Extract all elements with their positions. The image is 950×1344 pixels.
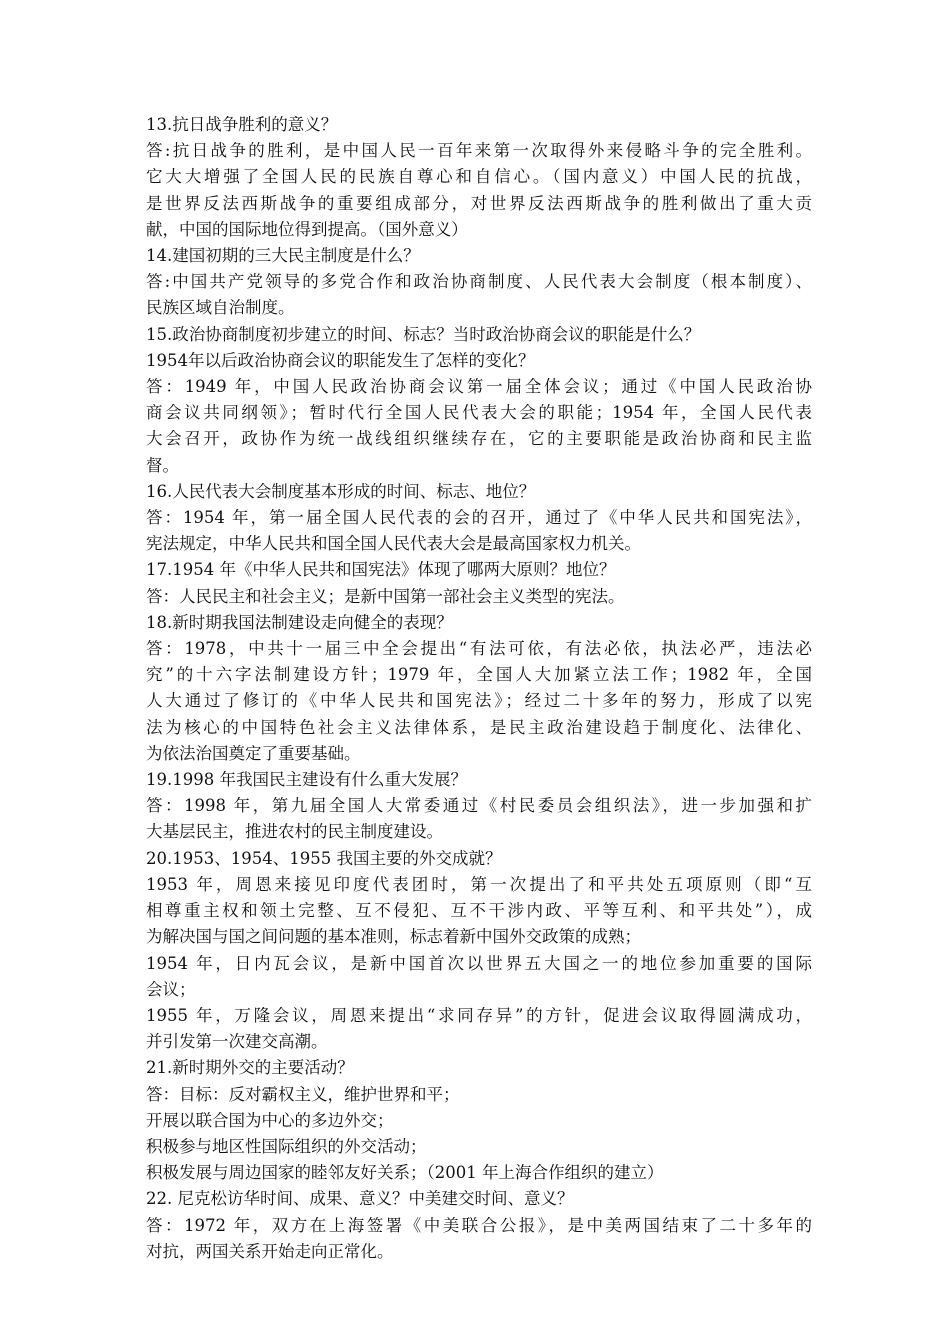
question-line: 18.新时期我国法制建设走向健全的表现？ — [146, 612, 453, 632]
answer-line: 相尊重主权和领土完整、互不侵犯、互不干涉内政、平等互利、和平共处”），成 — [146, 901, 812, 921]
answer-line: 1954 年，日内瓦会议，是新中国首次以世界五大国之一的地位参加重要的国际 — [146, 953, 812, 973]
question-line: 21.新时期外交的主要活动？ — [146, 1058, 354, 1078]
answer-line: 它大大增强了全国人民的民族自尊心和自信心。（国内意义）中国人民的抗战， — [146, 167, 812, 187]
answer-line: 答：1998 年，第九届全国人大常委通过《村民委员会组织法》，进一步加强和扩 — [146, 796, 812, 816]
answer-line: 督。 — [146, 455, 179, 475]
answer-line: 答:中国共产党领导的多党合作和政治协商制度、人民代表大会制度（根本制度）、 — [146, 272, 812, 292]
document-page — [146, 112, 812, 1265]
answer-line: 答：人民民主和社会主义；是新中国第一部社会主义类型的宪法。 — [146, 586, 625, 606]
question-line: 16.人民代表大会制度基本形成的时间、标志、地位？ — [146, 481, 536, 501]
answer-line: 法为核心的中国特色社会主义法律体系，是民主政治建设趋于制度化、法律化、 — [146, 717, 812, 737]
answer-line: 1955 年，万隆会议，周恩来提出“求同存异”的方针，促进会议取得圆满成功， — [146, 1005, 812, 1025]
answer-line: 献，中国的国际地位得到提高。（国外意义） — [146, 219, 468, 239]
answer-line: 大基层民主，推进农村的民主制度建设。 — [146, 822, 443, 842]
question-line: 17.1954 年《中华人民共和国宪法》体现了哪两大原则？地位？ — [146, 560, 616, 580]
answer-line: 会议； — [146, 979, 196, 999]
answer-line: 1953 年，周恩来接见印度代表团时，第一次提出了和平共处五项原则（即“互 — [146, 874, 812, 894]
answer-line: 开展以联合国为中心的多边外交； — [146, 1110, 394, 1130]
question-line: 14.建国初期的三大民主制度是什么？ — [146, 246, 420, 266]
question-line: 20.1953、1954、1955 我国主要的外交成就？ — [146, 848, 502, 868]
answer-line: 民族区域自治制度。 — [146, 298, 295, 318]
answer-line: 为依法治国奠定了重要基础。 — [146, 743, 361, 763]
question-line: 13.抗日战争胜利的意义？ — [146, 115, 338, 134]
answer-line: 对抗，两国关系开始走向正常化。 — [146, 1241, 394, 1261]
answer-line: 答：目标：反对霸权主义，维护世界和平； — [146, 1084, 460, 1104]
question-line: 15.政治协商制度初步建立的时间、标志？当时政治协商会议的职能是什么？ — [146, 324, 701, 344]
answer-line: 答：1978，中共十一届三中全会提出“有法可依，有法必依，执法必严，违法必 — [146, 639, 812, 659]
answer-line: 积极发展与周边国家的睦邻友好关系；（2001 年上海合作组织的建立） — [146, 1163, 664, 1183]
answer-line: 大会召开，政协作为统一战线组织继续存在，它的主要职能是政治协商和民主监 — [146, 429, 812, 449]
answer-line: 为解决国与国之间问题的基本准则，标志着新中国外交政策的成熟； — [146, 927, 641, 947]
answer-line: 答：1972 年，双方在上海签署《中美联合公报》，是中美两国结束了二十多年的 — [146, 1215, 812, 1235]
question-line: 22. 尼克松访华时间、成果、意义？中美建交时间、意义？ — [146, 1189, 574, 1209]
question-line: 1954年以后政治协商会议的职能发生了怎样的变化？ — [146, 350, 535, 370]
answer-line: 人大通过了修订的《中华人民共和国宪法》；经过二十多年的努力，形成了以宪 — [146, 691, 812, 711]
question-line: 19.1998 年我国民主建设有什么重大发展？ — [146, 770, 467, 790]
answer-line: 是世界反法西斯战争的重要组成部分，对世界反法西斯战争的胜利做出了重大贡 — [146, 193, 812, 213]
answer-line: 并引发第一次建交高潮。 — [146, 1032, 328, 1052]
answer-line: 宪法规定，中华人民共和国全国人民代表大会是最高国家权力机关。 — [146, 534, 641, 554]
answer-line: 答:抗日战争的胜利，是中国人民一百年来第一次取得外来侵略斗争的完全胜利。 — [146, 141, 812, 161]
answer-line: 究”的十六字法制建设方针；1979 年，全国人大加紧立法工作；1982 年，全国 — [146, 665, 812, 685]
answer-line: 积极参与地区性国际组织的外交活动； — [146, 1136, 427, 1156]
answer-line: 答：1949 年，中国人民政治协商会议第一届全体会议；通过《中国人民政治协 — [146, 377, 812, 397]
answer-line: 答：1954 年，第一届全国人民代表的会的召开，通过了《中华人民共和国宪法》， — [146, 508, 812, 528]
answer-line: 商会议共同纲领》；暂时代行全国人民代表大会的职能；1954 年，全国人民代表 — [146, 403, 812, 423]
